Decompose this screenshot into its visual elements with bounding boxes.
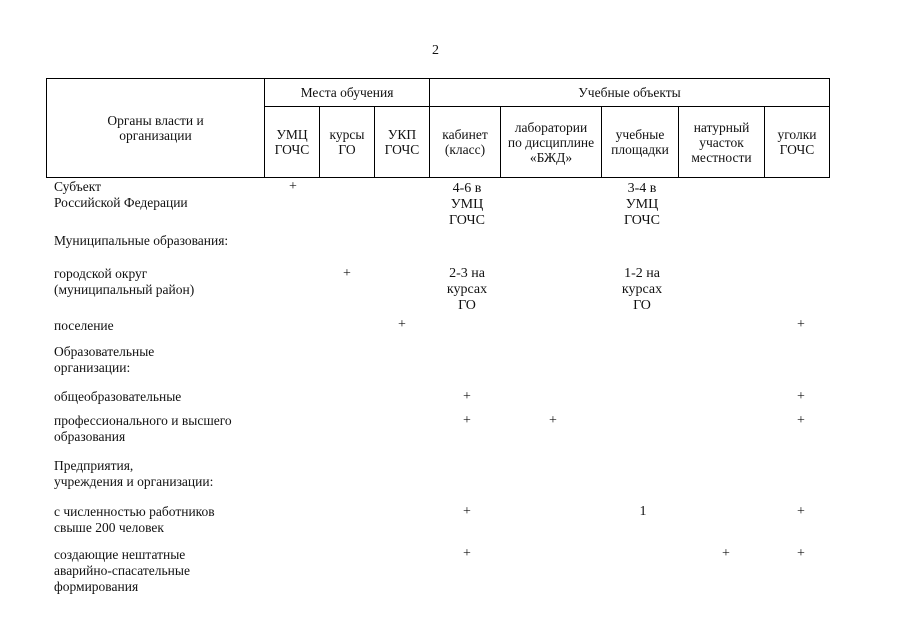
row-subject-areas-value: 3-4 в УМЦ ГОЧС	[624, 181, 660, 228]
row-subject-umc-mark: +	[289, 179, 297, 194]
row-settlement-corners-mark: +	[797, 317, 805, 332]
row-settlement-ukp-mark: +	[398, 317, 406, 332]
row-label-enterprises-heading: Предприятия, учреждения и организации:	[54, 458, 214, 489]
row-label-rescue-units: создающие нештатные аварийно-спасательные формирования	[54, 547, 190, 594]
header-org-title: Органы власти и организации	[47, 79, 265, 178]
row-over-200-staff-corners-mark: +	[797, 504, 805, 519]
row-rescue-units-field-mark: +	[722, 546, 730, 561]
header-col-cabinet: кабинет (класс)	[430, 107, 501, 178]
row-general-education-corners-mark: +	[797, 389, 805, 404]
header-col-areas: учебные площадки	[602, 107, 679, 178]
row-label-professional-education: профессионального и высшего образования	[54, 413, 232, 444]
row-label-general-education: общеобразовательные	[54, 389, 182, 404]
row-label-subject: Субъект Российской Федерации	[54, 179, 188, 210]
row-city-district-courses-mark: +	[343, 266, 351, 281]
row-professional-education-corners-mark: +	[797, 413, 805, 428]
header-col-field: натурный участок местности	[679, 107, 765, 178]
table-header	[46, 78, 830, 178]
header-col-labs: лаборатории по дисциплине «БЖД»	[501, 107, 602, 178]
row-professional-education-labs-mark: +	[549, 413, 557, 428]
header-col-umc: УМЦ ГОЧС	[265, 107, 320, 178]
row-subject-cabinet-value: 4-6 в УМЦ ГОЧС	[449, 181, 485, 228]
row-label-municipal-heading: Муниципальные образования:	[54, 233, 229, 248]
row-label-education-heading: Образовательные организации:	[54, 344, 155, 375]
header-col-ukp: УКП ГОЧС	[375, 107, 430, 178]
row-label-city-district: городской округ (муниципальный район)	[54, 266, 195, 297]
row-general-education-cabinet-mark: +	[463, 389, 471, 404]
page-number: 2	[432, 43, 439, 58]
row-rescue-units-cabinet-mark: +	[463, 546, 471, 561]
row-professional-education-cabinet-mark: +	[463, 413, 471, 428]
row-rescue-units-corners-mark: +	[797, 546, 805, 561]
header-group-objects: Учебные объекты	[430, 79, 830, 107]
row-city-district-areas-value: 1-2 на курсах ГО	[621, 266, 663, 313]
row-label-over-200-staff: с численностью работников свыше 200 человек	[54, 504, 215, 535]
row-city-district-cabinet-value: 2-3 на курсах ГО	[446, 266, 488, 313]
row-label-settlement: поселение	[54, 318, 114, 333]
header-group-places: Места обучения	[265, 79, 430, 107]
header-col-corners: уголки ГОЧС	[765, 107, 830, 178]
header-col-courses: курсы ГО	[320, 107, 375, 178]
row-over-200-staff-cabinet-mark: +	[463, 504, 471, 519]
row-over-200-staff-areas-value: 1	[639, 504, 647, 519]
